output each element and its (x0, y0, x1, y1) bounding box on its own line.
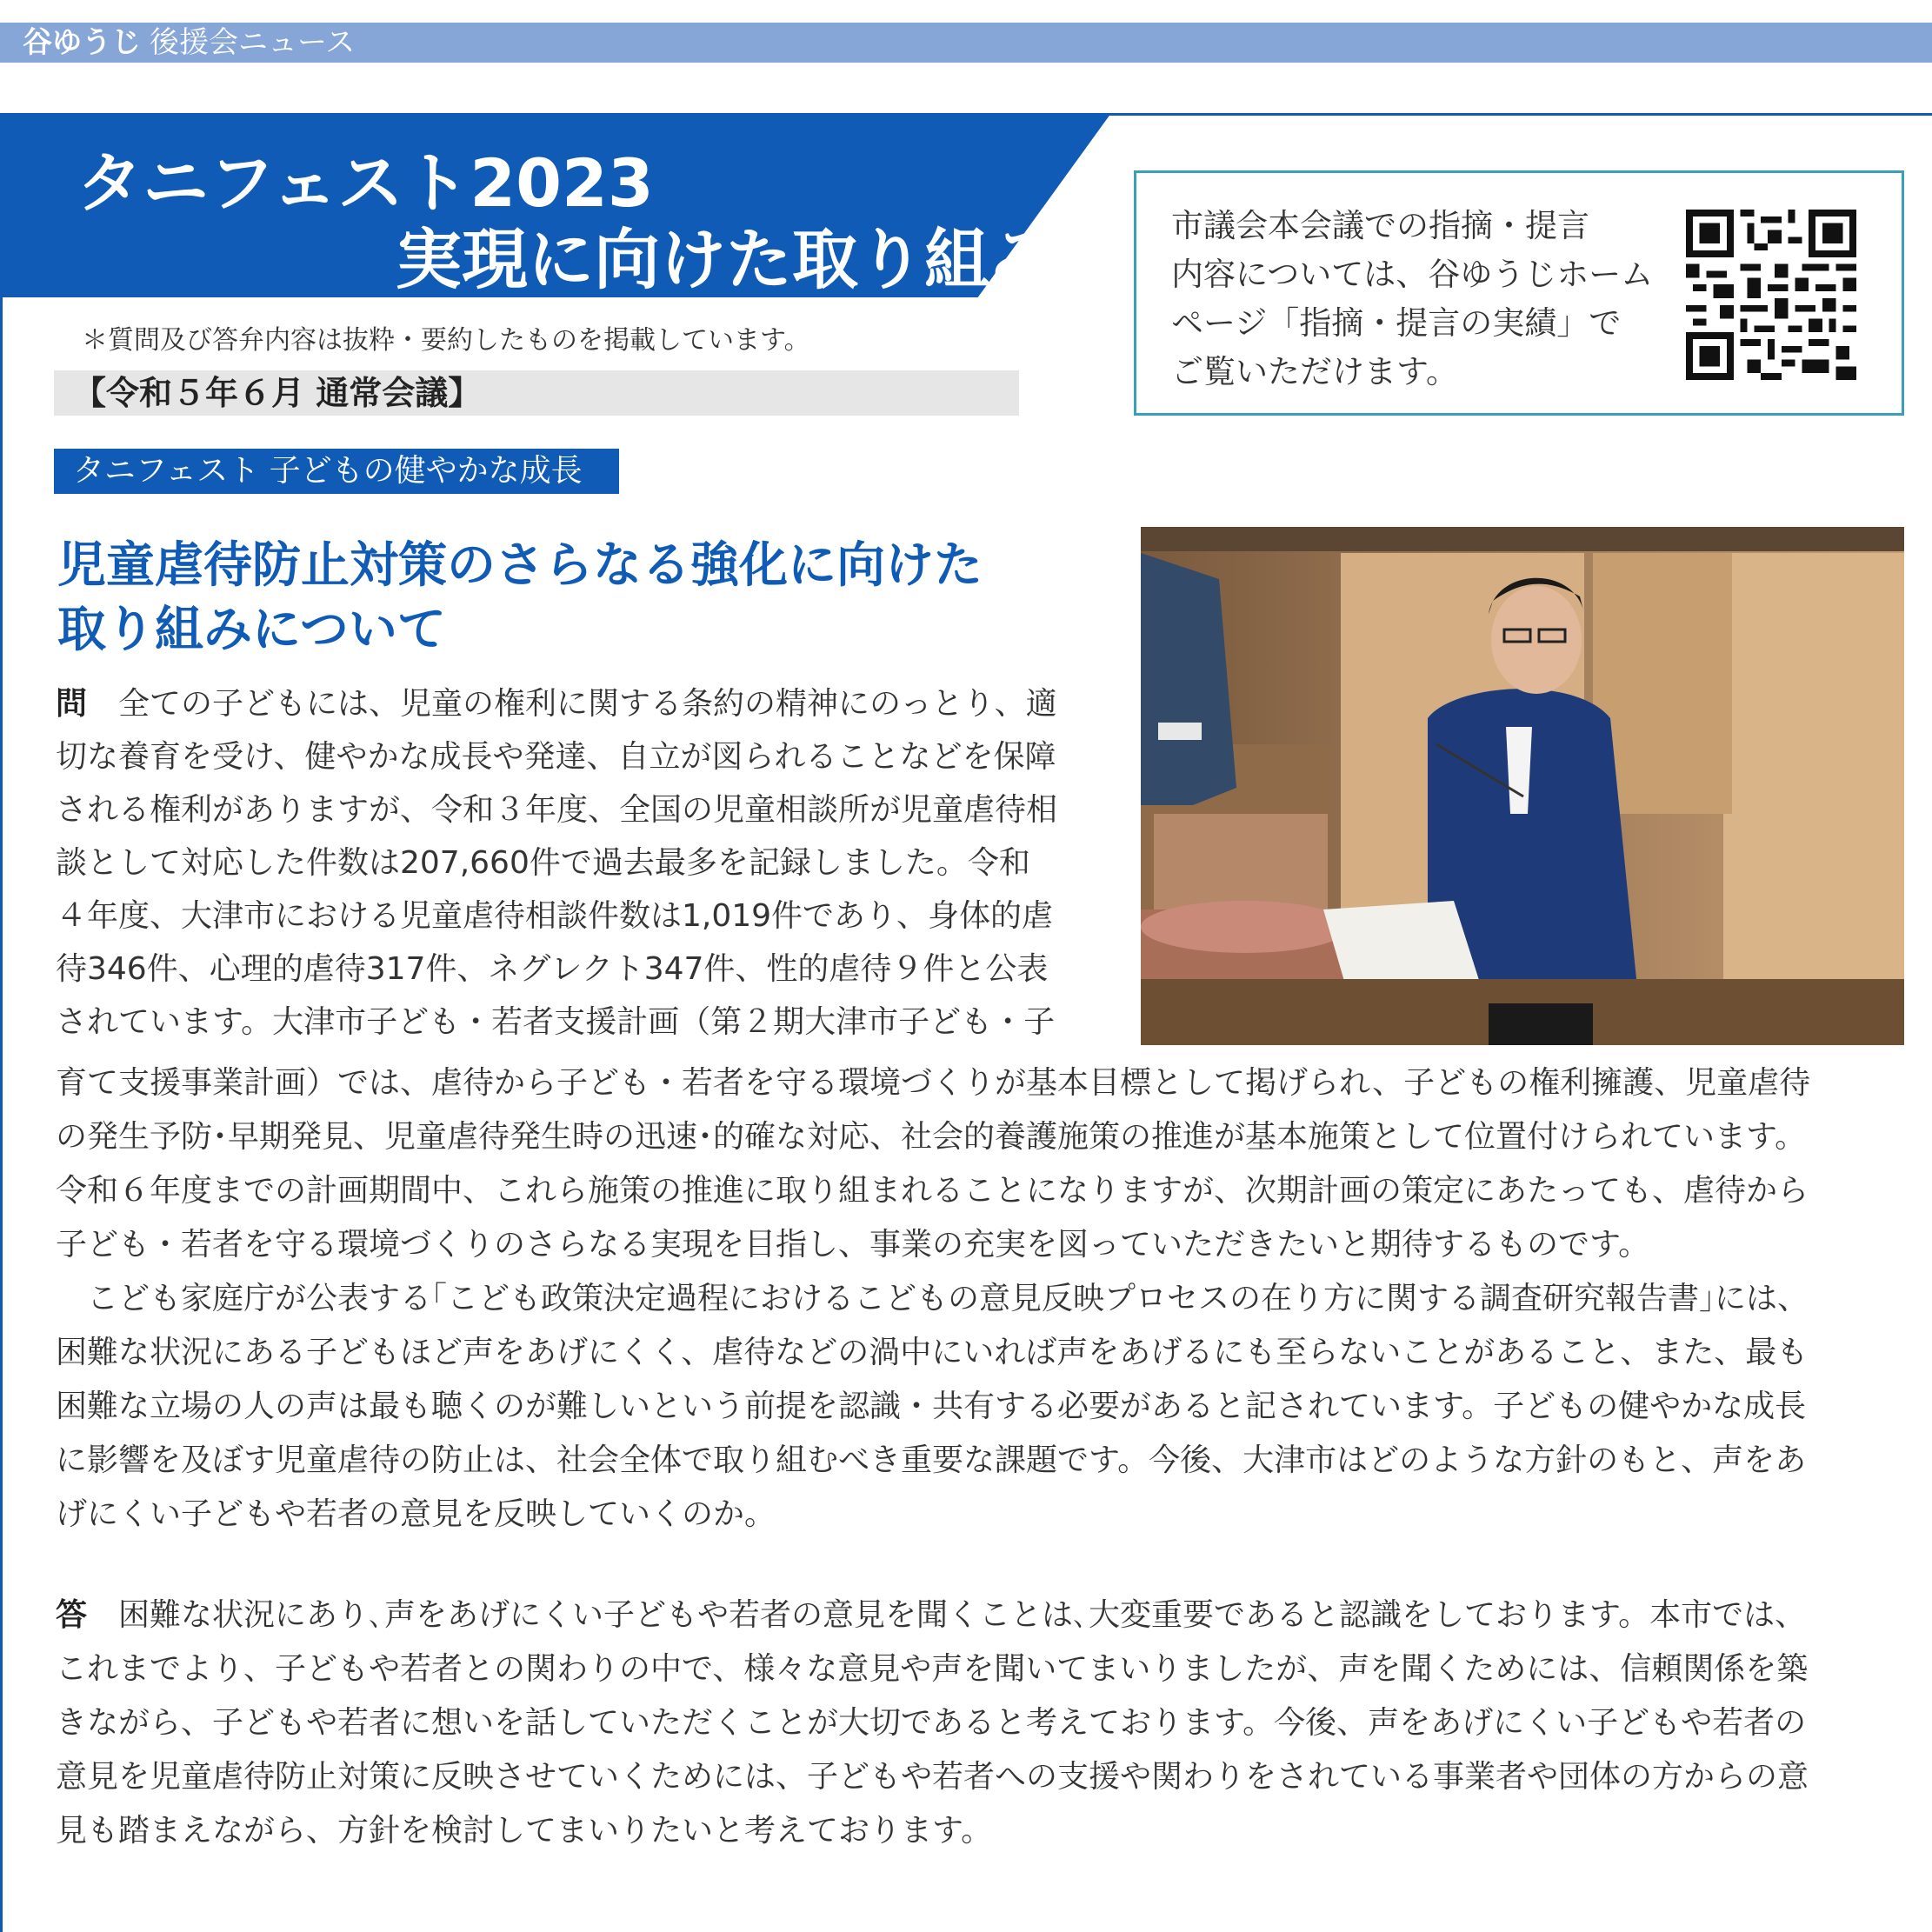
answer-marker: 答 (56, 1597, 88, 1633)
question-line: げにくい子どもや若者の意見を反映していくのか。 (56, 1496, 776, 1532)
question-line: 子ども・若者を守る環境づくりのさらなる実現を目指し、事業の充実を図っていただきたいと期待するものです。 (56, 1227, 1650, 1262)
question-line: 待346件、心理的虐待317件、ネグレクト347件、性的虐待９件と公表 (56, 951, 1049, 987)
question-line: されています。大津市子ども・若者支援計画（第２期大津市子ども・子 (56, 1004, 1056, 1040)
info-line: ご覧いただけます。 (1171, 353, 1459, 390)
answer-line: きながら、子どもや若者に想いを話していただくことが大切であると考えております。今後、声をあげにくい子どもや若者の (56, 1705, 1807, 1741)
info-line: ページ「指摘・提言の実績」で (1171, 304, 1622, 342)
header-bar (0, 23, 1932, 63)
answer-line: 意見を児童虐待防止対策に反映させていくためには、子どもや若者への支援や関わりをされている事業者や団体の方からの意 (56, 1759, 1809, 1795)
answer-line: 答 困難な状況にあり､声をあげにくい子どもや若者の意見を聞くことは､大変重要であると認識をしております。本市では、 (56, 1597, 1807, 1633)
question-line: 育て支援事業計画）では、虐待から子ども・若者を守る環境づくりが基本目標として掲げられ、子どもの権利擁護、児童虐待 (56, 1065, 1811, 1101)
answer-line: 見も踏まえながら、方針を検討してまいりたいと考えております。 (56, 1813, 993, 1849)
question-line: の発生予防･早期発見、児童虐待発生時の迅速･的確な対応、社会的養護施策の推進が基本施策として位置付けられています。 (56, 1119, 1807, 1155)
qr-code-icon[interactable] (1686, 210, 1856, 380)
title-line-1: タニフェスト2023 (77, 144, 654, 222)
question-line: 切な養育を受け、健やかな成長や発達、自立が図られることなどを保障 (56, 739, 1056, 775)
article-heading-line-1: 児童虐待防止対策のさらなる強化に向けた (57, 537, 983, 594)
question-line: 令和６年度までの計画期間中、これら施策の推進に取り組まれることになりますが、次期計画の策定にあたっても、虐待から (56, 1173, 1809, 1209)
question-marker: 問 (56, 686, 88, 722)
question-line: される権利がありますが、令和３年度、全国の児童相談所が児童虐待相 (56, 792, 1058, 828)
question-line: に影響を及ぼす児童虐待の防止は、社会全体で取り組むべき重要な課題です。今後、大津市はどのような方針のもと、声をあ (56, 1442, 1807, 1478)
category-label: タニフェスト 子どもの健やかな成長 (73, 453, 583, 489)
brand-subtitle: 後援会ニュース (150, 25, 356, 60)
header-brand (23, 23, 355, 63)
answer-line: これまでより、子どもや若者との関わりの中で、様々な意見や声を聞いてまいりましたが、声を聞くためには、信頼関係を築 (56, 1651, 1809, 1687)
question-line: こども家庭庁が公表する｢こども政策決定過程におけるこどもの意見反映プロセスの在り方に関する調査研究報告書｣には、 (56, 1281, 1809, 1316)
info-box (1134, 170, 1904, 416)
question-line: 困難な立場の人の声は最も聴くのが難しいという前提を認識・共有する必要があると記されています。子どもの健やかな成長 (56, 1389, 1807, 1424)
disclaimer-note: ＊質問及び答弁内容は抜粋・要約したものを掲載しています。 (82, 325, 810, 356)
info-line: 内容については、谷ゆうじホーム (1171, 256, 1654, 293)
frame-top-border (1104, 113, 1932, 116)
question-line: 問 全ての子どもには、児童の権利に関する条約の精神にのっとり、適 (56, 686, 1057, 722)
brand-name: 谷ゆうじ (23, 25, 141, 60)
frame-left-border (0, 113, 3, 1932)
article-heading-line-2: 取り組みについて (57, 602, 446, 658)
info-line: 市議会本会議での指摘・提言 (1171, 207, 1589, 244)
question-line: ４年度、大津市における児童虐待相談件数は1,019件であり、身体的虐 (56, 898, 1054, 934)
photo-speaker-at-podium (1141, 527, 1904, 1045)
question-line: 困難な状況にある子どもほど声をあげにくく、虐待などの渦中にいれば声をあげるにも至らないことがあること、また、最も (56, 1335, 1809, 1370)
question-line: 談として対応した件数は207,660件で過去最多を記録しました。令和 (56, 845, 1030, 881)
title-line-2: 実現に向けた取り組み (396, 221, 1056, 298)
session-label: 【令和５年６月 通常会議】 (73, 374, 482, 412)
